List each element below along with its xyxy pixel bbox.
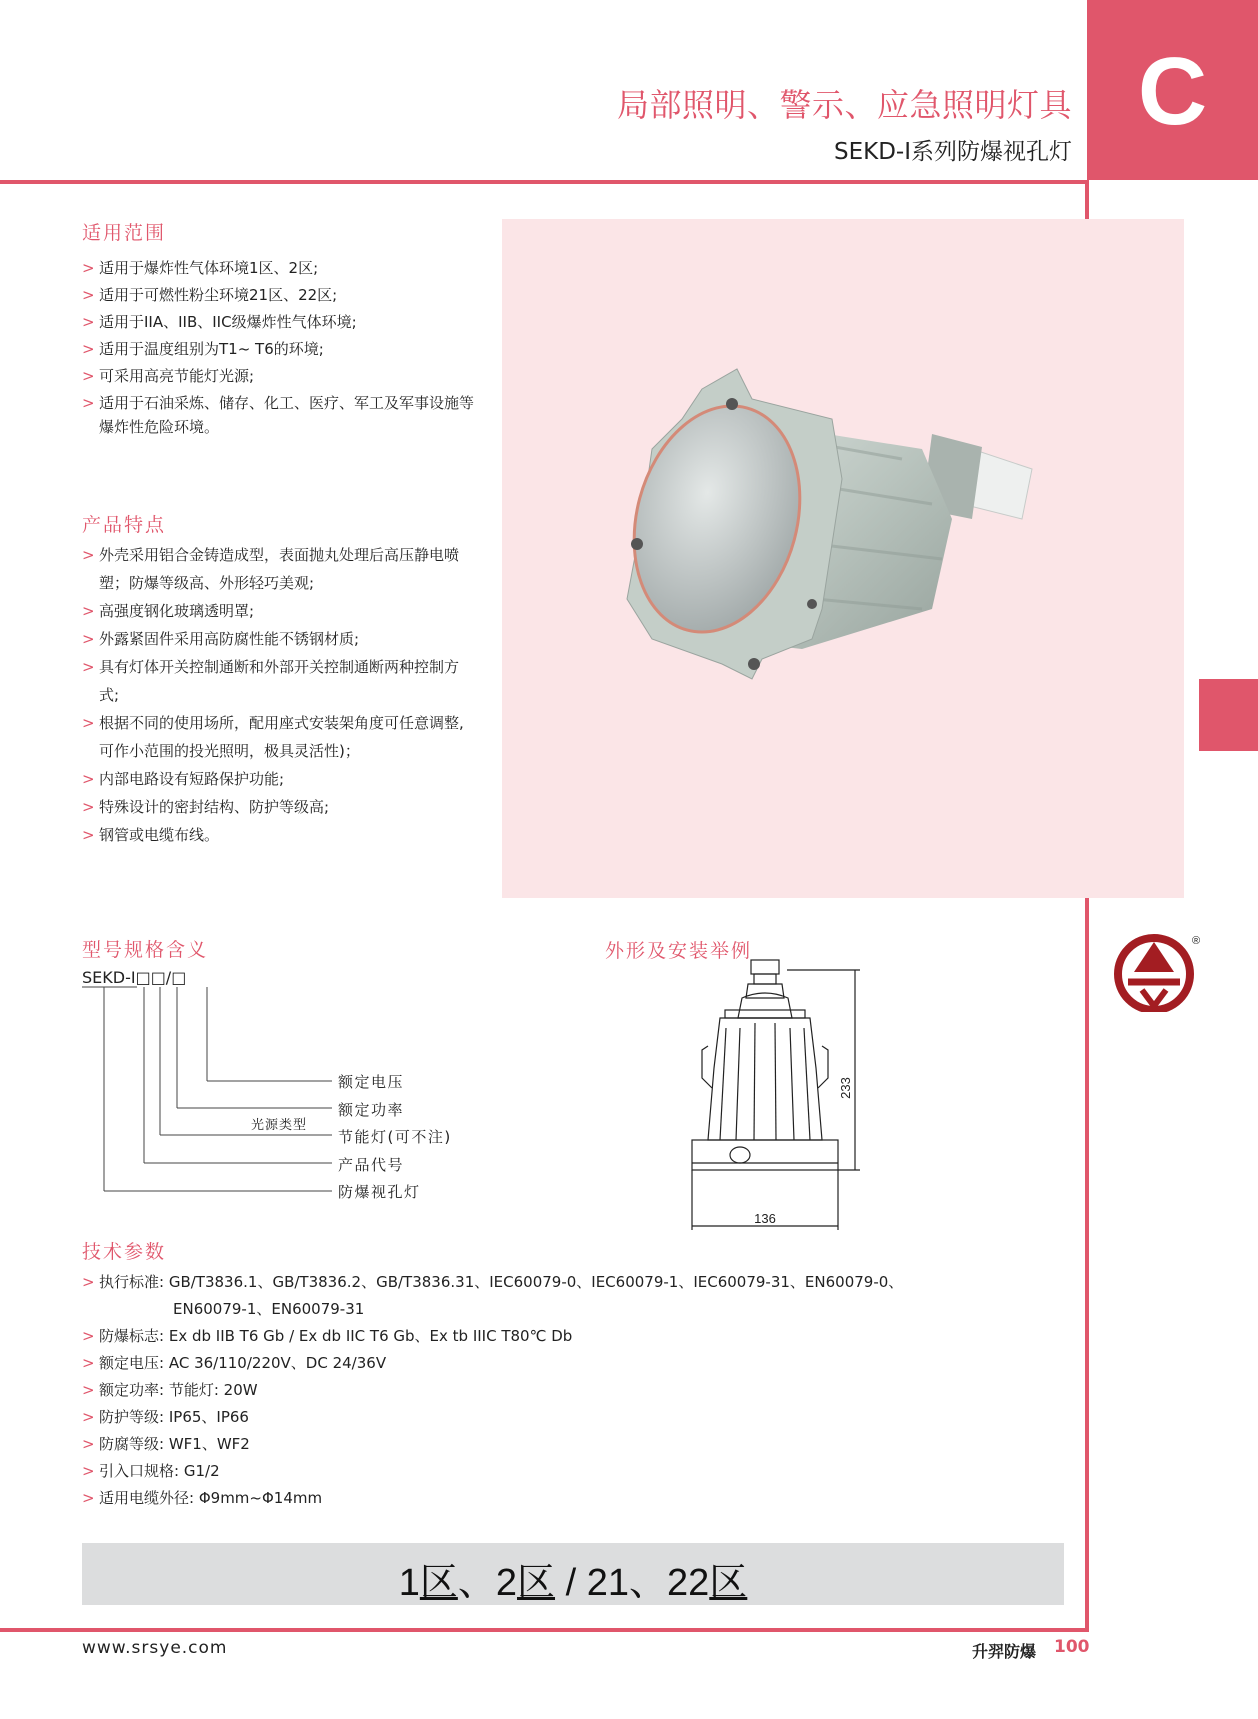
list-item: > 适用于温度组别为T1~ T6的环境; [82, 340, 324, 358]
param-item: > 额定电压: AC 36/110/220V、DC 24/36V [82, 1354, 387, 1372]
lamp-illustration [502, 219, 1184, 898]
list-item: > 根据不同的使用场所，配用座式安装架角度可任意调整,可作小范围的投光照明，极具灵活性)； [82, 714, 464, 760]
label-product-code: 产品代号 [338, 1156, 405, 1174]
features-heading: 产品特点 [82, 514, 167, 536]
param-item: > 适用电缆外径: Φ9mm~Φ14mm [82, 1489, 323, 1507]
list-item: > 具有灯体开关控制通断和外部开关控制通断两种控制方式; [82, 658, 460, 704]
footer-url[interactable]: www.srsye.com [82, 1638, 228, 1658]
label-rated-power: 额定功率 [338, 1101, 405, 1119]
params-heading: 技术参数 [82, 1241, 167, 1263]
param-item: > 防护等级: IP65、IP66 [82, 1408, 249, 1426]
param-item: > 额定功率: 节能灯: 20W [82, 1381, 258, 1399]
footer-divider [0, 1628, 1089, 1632]
list-item: > 可采用高亮节能灯光源; [82, 367, 255, 385]
list-item: > 适用于爆炸性气体环境1区、2区; [82, 259, 319, 277]
label-lamp-name: 防爆视孔灯 [338, 1183, 421, 1201]
param-item: > 防腐等级: WF1、WF2 [82, 1435, 250, 1453]
model-code: SEKD-Ⅰ□□/□ [82, 968, 187, 987]
param-item: > 引入口规格: G1/2 [82, 1462, 220, 1480]
height-dimension: 233 [838, 1077, 853, 1099]
list-item: > 外壳采用铝合金铸造成型，表面抛丸处理后高压静电喷塑；防爆等级高、外形轻巧美观; [82, 546, 460, 592]
list-item: > 适用于IIA、IIB、IIC级爆炸性气体环境; [82, 313, 357, 331]
outline-drawing [680, 958, 870, 1234]
category-letter: C [1137, 38, 1208, 145]
scope-heading: 适用范围 [82, 222, 167, 244]
product-photo [502, 219, 1184, 898]
page-subtitle: SEKD-I系列防爆视孔灯 [833, 139, 1072, 165]
list-item: > 外露紧固件采用高防腐性能不锈钢材质; [82, 630, 360, 648]
zone-band [82, 1543, 1064, 1605]
model-heading: 型号规格含义 [82, 939, 209, 961]
list-item: > 内部电路设有短路保护功能; [82, 770, 285, 788]
params-list [82, 1269, 1022, 1512]
width-dimension: 136 [754, 1211, 776, 1226]
label-light-source-type: 光源类型 [251, 1118, 308, 1133]
registered-mark: ® [1192, 935, 1201, 947]
list-item: > 特殊设计的密封结构、防护等级高; [82, 798, 330, 816]
label-energy-saving: 节能灯(可不注) [338, 1128, 452, 1146]
footer-brand: 升羿防爆 [972, 1642, 1037, 1661]
brand-logo-icon [1112, 932, 1204, 1012]
param-item: > 防爆标志: Ex db IIB T6 Gb / Ex db IIC T6 Gb、Ex tb IIIC T80℃ Db [82, 1327, 573, 1345]
side-index-tab [1199, 679, 1258, 751]
list-item: > 钢管或电缆布线。 [82, 826, 220, 844]
param-item: > 执行标准: GB/T3836.1、GB/T3836.2、GB/T3836.31、IEC60079-0、IEC60079-1、IEC60079-31、EN60079-0、 EN60079-1、EN60079-31 [82, 1273, 904, 1318]
list-item: > 适用于石油采炼、储存、化工、医疗、军工及军事设施等爆炸性危险环境。 [82, 394, 475, 436]
drawing-heading: 外形及安装举例 [605, 940, 753, 962]
model-leader-lines [0, 0, 480, 1210]
list-item: > 高强度钢化玻璃透明罩; [82, 602, 255, 620]
page-number: 100 [1054, 1637, 1090, 1657]
list-item: > 适用于可燃性粉尘环境21区、22区; [82, 286, 338, 304]
page-title: 局部照明、警示、应急照明灯具 [616, 86, 1072, 124]
label-rated-voltage: 额定电压 [338, 1073, 405, 1091]
zone-text: 1区、2区 / 21、22区 [398, 1562, 748, 1604]
